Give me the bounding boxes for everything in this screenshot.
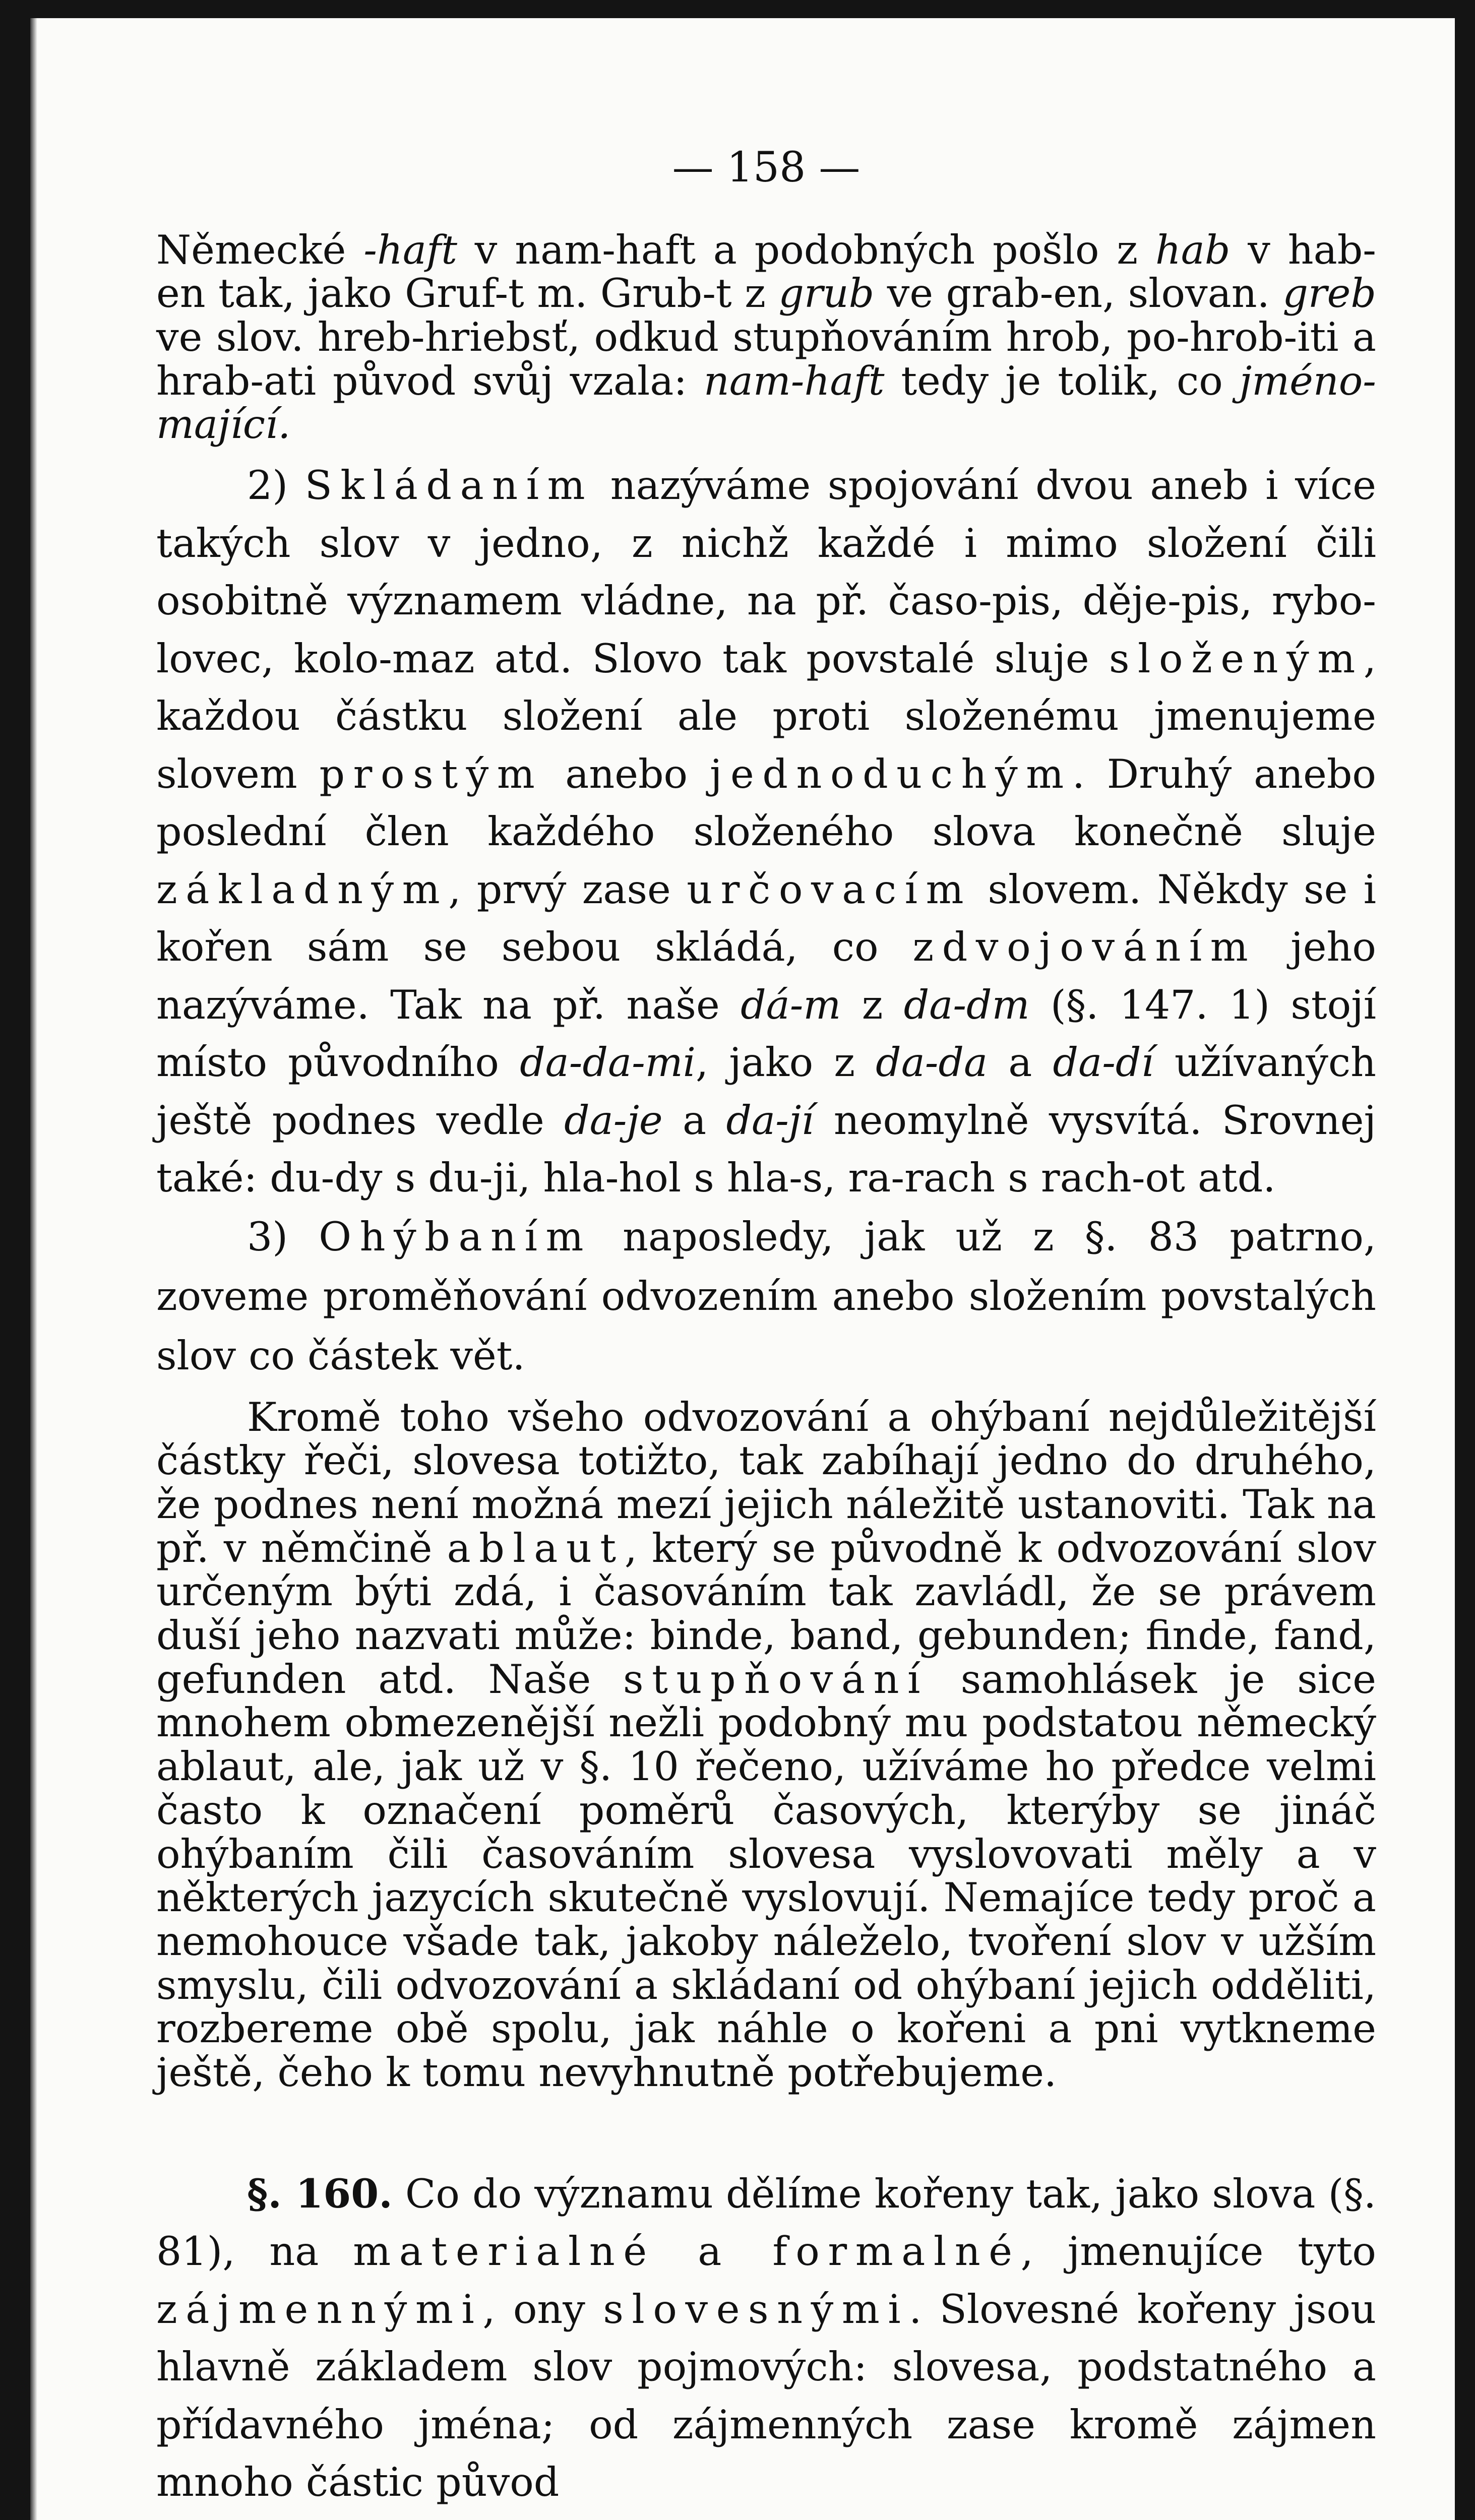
scan-shadow-edge bbox=[30, 18, 37, 2520]
paragraph-4: Kromě toho všeho odvozování a ohýbaní nejdůležitější částky řeči, slovesa totižto, tak zabíhají jedno do druhého, že podnes není možná mezí jejich náležitě ustanoviti. Tak na př. v němčině ablaut, který se původně k odvozování slov určeným býti zdá, i časováním tak zavládl, že se právem duší jeho nazvati může: binde, band, gebunden; finde, fand, gefunden atd. Naše stupňování samohlásek je sice mnohem obmezenější nežli podobný mu podstatou německý ablaut, ale, jak už v §. 10 řečeno, užíváme ho předce velmi často k označení poměrů časových, kterýby se jináč ohýbaním čili časováním slovesa vyslovovati měly a v některých jazycích skutečně vyslovují. Nemajíce tedy proč a nemohouce všade tak, jakoby náleželo, tvoření slov v užším smyslu, čili odvozování a skládaní od ohýbaní jejich odděliti, rozbereme obě spolu, jak náhle o kořeni a pni vytkneme ještě, čeho k tomu nevyhnutně potřebujeme. bbox=[156, 1394, 1376, 2096]
paragraph-3: 3) Ohýbaním naposledy, jak už z §. 83 patrno, zoveme proměňování odvozením anebo složením povstalých slov co částek vět. bbox=[156, 1213, 1377, 1379]
page-text bbox=[156, 139, 1376, 2511]
paragraph-2: 2) Skládaním nazýváme spojování dvou aneb i více takých slov v jedno, z nichž každé i mimo složení čili osobitně významem vládne, na př. časo-pis, děje-pis, rybo-lovec, kolo-maz atd. Slovo tak povstalé sluje složeným, každou částku složení ale proti složenému jmenujeme slovem prostým anebo jednoduchým. Druhý anebo poslední člen každého složeného slova konečně sluje základným, prvý zase určovacím slovem. Někdy se i kořen sám se sebou skládá, co zdvojováním jeho nazýváme. Tak na př. naše dá-m z da-dm (§. 147. 1) stojí místo původního da-da-mi, jako z da-da a da-dí užívaných ještě podnes vedle da-je a da-jí neomylně vysvítá. Srovnej také: du-dy s du-ji, hla-hol s hla-s, ra-rach s rach-ot atd. bbox=[156, 462, 1376, 1202]
section-number: §. 160. bbox=[247, 2170, 393, 2217]
paragraph-1: Německé -haft v nam-haft a podobných pošlo z hab v hab-en tak, jako Gruf-t m. Grub-t z grub ve grab-en, slovan. greb ve slov. hreb-hriebsť, odkud stupňováním hrob, po-hrob-iti a hrab-ati původ svůj vzala: nam-haft tedy je tolik, co jméno-mající. bbox=[156, 226, 1376, 448]
paragraph-5-section-160: §. 160. Co do významu dělíme kořeny tak, jako slova (§. 81), na materialné a formalné, jmenujíce tyto zájmennými, ony slovesnými. Slovesné kořeny jsou hlavně základem slov pojmových: slovesa, podstatného a přídavného jména; od zájmenných zase kromě zájmen mnoho částic původ bbox=[156, 2170, 1376, 2506]
page-number: — 158 — bbox=[672, 144, 861, 192]
book-page bbox=[30, 18, 1455, 2520]
